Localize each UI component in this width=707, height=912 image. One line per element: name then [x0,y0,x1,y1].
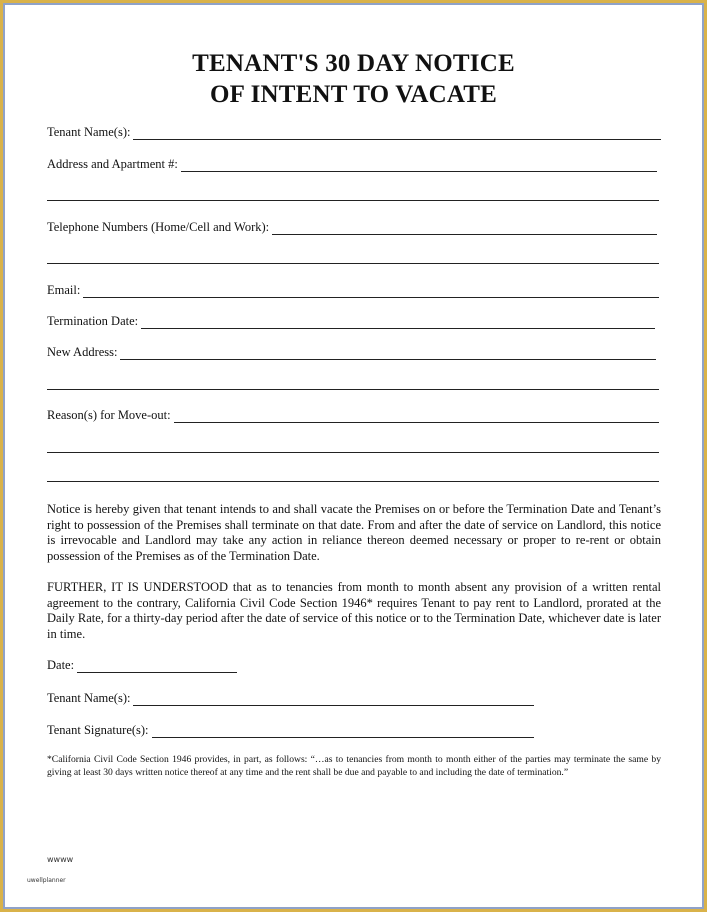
termination-date-label: Termination Date: [47,314,139,328]
tenant-signatures-field[interactable] [47,722,534,738]
tenant-signatures-label: Tenant Signature(s): [47,723,149,737]
signature-tenant-names-label: Tenant Name(s): [47,691,131,705]
telephone-field[interactable] [47,219,657,235]
telephone-extra-line[interactable] [47,263,659,264]
form-title-line-1: TENANT'S 30 DAY NOTICE [192,50,515,77]
email-label: Email: [47,283,81,297]
email-line[interactable] [83,285,659,298]
further-paragraph: FURTHER, IT IS UNDERSTOOD that as to tenancies from month to month absent any provision of a written rental agreement to the contrary, California Civil Code Section 1946* requires Tenant to pay rent to Landlord, prorated at the Daily Rate, for a thirty-day period after the date of service of this notice or to the Termination Date, whichever date is later in time. [47,580,661,641]
new-address-extra-line[interactable] [47,389,659,390]
tenant-names-line[interactable] [133,127,661,140]
telephone-line[interactable] [272,222,657,235]
new-address-field[interactable] [47,344,656,360]
reasons-field[interactable] [47,407,659,423]
form-title-line-2: OF INTENT TO VACATE [209,81,497,108]
email-field[interactable] [47,282,659,298]
address-field[interactable] [47,156,657,172]
notice-paragraph: Notice is hereby given that tenant intends to and shall vacate the Premises on or before the Termination Date and Tenant’s right to possession of the Premises shall terminate on that date. From and after the date of service on Landlord, this notice is irrevocable and Landlord may take any action in reliance thereon deemed necessary or proper to re-rent or obtain possession of the Premises as of the Termination Date. [47,502,661,563]
telephone-label: Telephone Numbers (Home/Cell and Work): [47,220,270,234]
reasons-line[interactable] [174,410,659,423]
new-address-label: New Address: [47,345,118,359]
termination-date-field[interactable] [47,313,655,329]
address-label: Address and Apartment #: [47,157,178,171]
tenant-names-field[interactable] [47,124,661,140]
address-extra-line[interactable] [47,200,659,201]
civil-code-footnote: *California Civil Code Section 1946 provides, in part, as follows: “…as to tenancies from month to month either of the parties may terminate the same by giving at least 30 days written notice thereof at any time and the rent shall be due and payable to and including the date of termination.” [47,754,661,778]
reasons-extra-line-2[interactable] [47,481,659,482]
reasons-extra-line-1[interactable] [47,452,659,453]
tenant-names-label: Tenant Name(s): [47,125,131,139]
date-label: Date: [47,658,75,672]
reasons-label: Reason(s) for Move-out: [47,408,171,422]
watermark-mark: wwww [47,855,74,864]
signature-tenant-names-field[interactable] [47,690,534,706]
signature-tenant-names-line[interactable] [133,693,534,706]
termination-date-line[interactable] [141,316,655,329]
date-field[interactable] [47,657,237,673]
new-address-line[interactable] [120,347,656,360]
address-line[interactable] [181,159,657,172]
date-line[interactable] [77,660,237,673]
tenant-signatures-line[interactable] [152,725,534,738]
watermark-text: uwellplanner [27,877,66,884]
